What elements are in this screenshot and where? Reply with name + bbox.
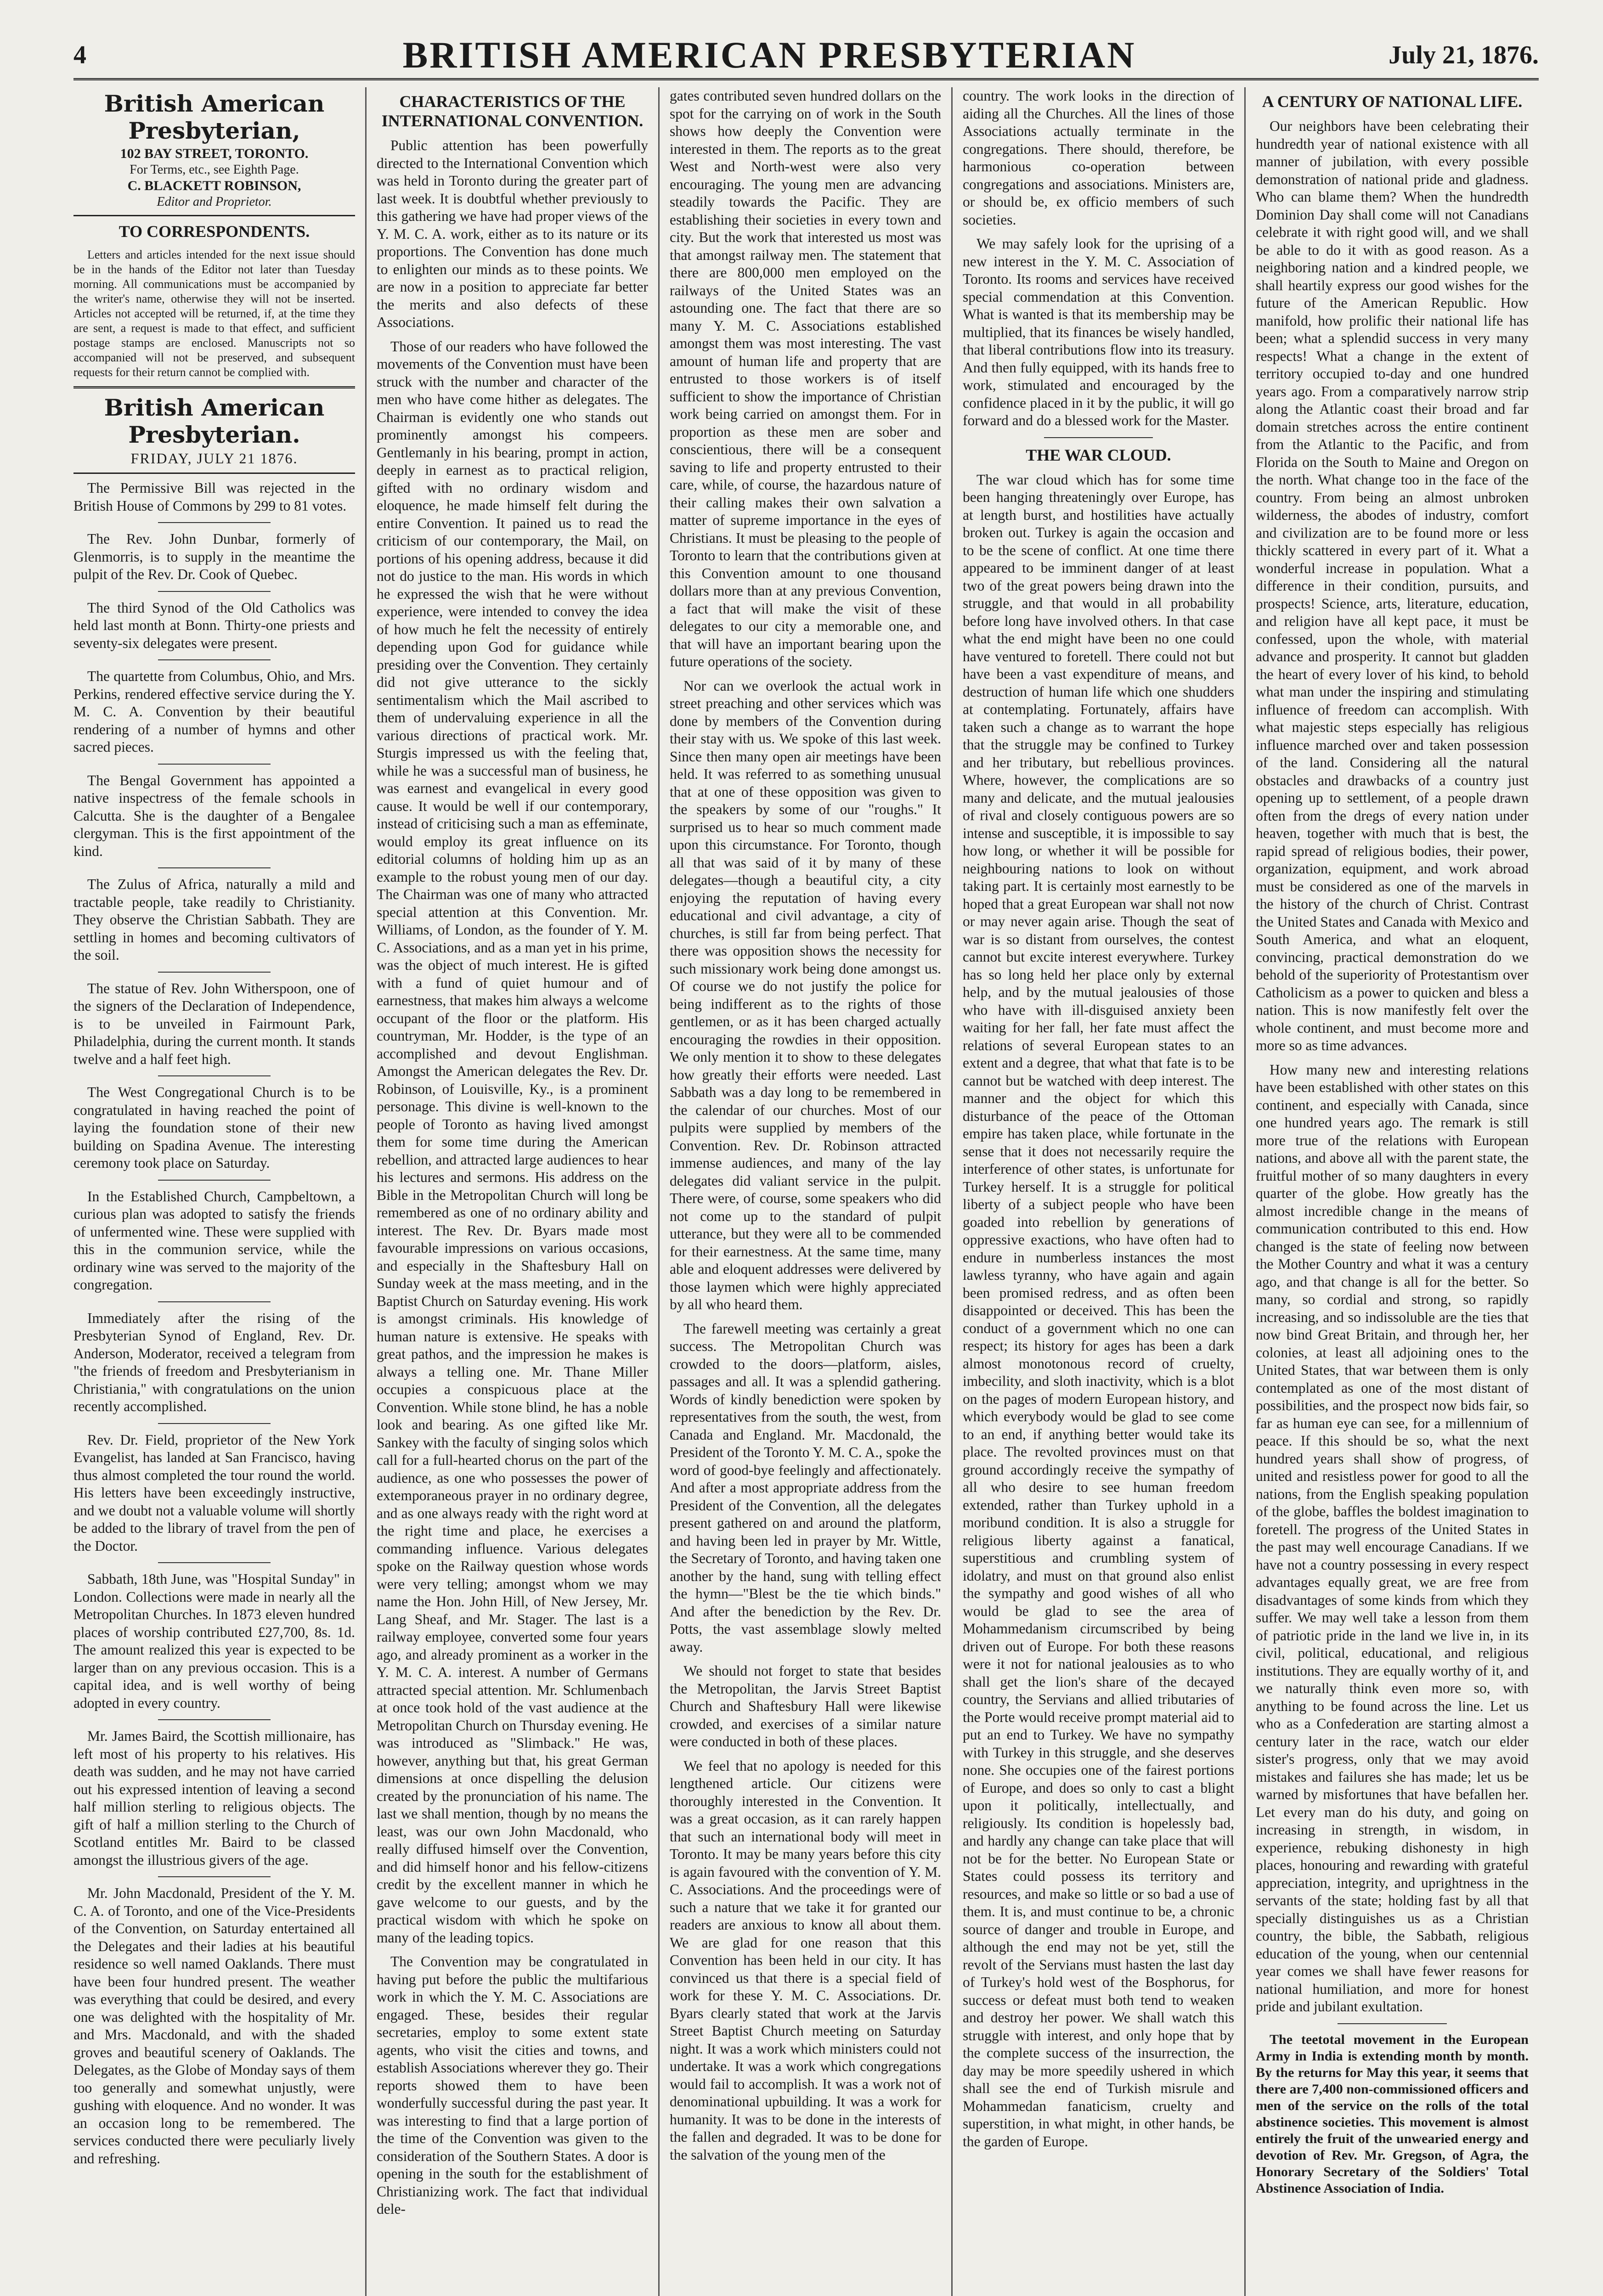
article-paragraph: country. The work looks in the direction of aiding all the Churches. All the lines of those Associations actually terminate in the congregations. There should, therefore, be harmonious co-operation between congregations and associations. Ministers are, or should be, ex officio members of such societies. [963, 88, 1234, 228]
news-item: The Permissive Bill was rejected in the British House of Commons by 299 to 81 votes. [73, 480, 355, 514]
masthead [73, 32, 1539, 80]
column-3 [660, 87, 953, 2296]
news-item: Mr. James Baird, the Scottish millionaire, has left most of his property to his relatives. His death was sudden, and he may not have carried out his expressed intention of leaving a second half million sterling to religious objects. The gift of half a million sterling to the Church of Scotland entitles Mr. Baird to be classed amongst the illustrious givers of the age. [73, 1728, 355, 1868]
columns [73, 87, 1539, 2296]
century-heading: A CENTURY OF NATIONAL LIFE. [1262, 92, 1523, 111]
divider [158, 867, 271, 868]
divider [158, 1180, 271, 1181]
war-cloud-heading: THE WAR CLOUD. [1026, 445, 1171, 464]
column-2 [367, 87, 660, 2296]
page-number: 4 [73, 41, 86, 69]
column-4 [953, 87, 1246, 2296]
divider [158, 1876, 271, 1877]
news-item: Sabbath, 18th June, was "Hospital Sunday" in London. Collections were made in nearly all the Metropolitan Churches. In 1873 eleven hundred places of worship contributed £27,700, 8s. 1d. The amount realized this year is expected to be larger than on any previous occasion. This is a capital idea, and is well worthy of being adopted in every country. [73, 1571, 355, 1711]
article-paragraph: Nor can we overlook the actual work in street preaching and other services which was done by members of the Convention during their stay with us. We spoke of this last week. Since then many open air meetings have been held. It was referred to as something unusual that at one of these opposition was given to the speakers by some of our "roughs." It surprised us to hear so much comment made upon this circumstance. For Toronto, though all that was said of it by many of these delegates—though a beautiful city, a city enjoying the reputation of having every educational and civil advantage, a city of churches, is still far from being perfect. That there was opposition shows the necessity for such missionary work being done amongst us. Of course we do not justify the police for being indifferent as to the rights of those gentlemen, or as it has been charged actually encouraging the rowdies in their opposition. We only mention it to show to these delegates how greatly their efforts were needed. Last Sabbath was a day long to be remembered in the calendar of our churches. Most of our pulpits were supplied by members of the Convention. Rev. Dr. Robinson attracted immense audiences, and many of the lay delegates did valiant service in the pulpit. There were, of course, some speakers who did not come up to the standard of pulpit utterance, but they were all to be commended for their earnestness. At the same time, many able and eloquent addresses were delivered by those laymen which were highly appreciated by all who heard them. [670, 677, 941, 1312]
newspaper-title: BRITISH AMERICAN PRESBYTERIAN [402, 34, 1136, 76]
column-1 [73, 87, 367, 2296]
article-paragraph: How many new and interesting relations have been established with other states on this continent, and especially with Canada, since one hundred years ago. The remark is still more true of the relations with European nations, and above all with the parent state, the fruitful mother of so many daughters in every quarter of the globe. How greatly has the almost incredible change in the means of communication contributed to this end. How changed is the state of feeling now between the Mother Country and what it was a century ago, and that change is all for the better. So many, so cordial and strong, so rapidly increasing, and so indissoluble are the ties that now bind Great Britain, and through her, her colonies, at least all adjoining ones to the United States, that war between them is only contemplated as one of the most distant of possibilities, and the prospect now bids fair, so far as human eye can see, for a millennium of peace. If this should be so, what the next hundred years shall show of progress, of united and resistless power for good to all the nations, from the English speaking population of the globe, baffles the boldest imagination to foretell. The progress of the United States in the past may well encourage Canadians. If we have not a country possessing in every respect advantages equally great, we are free from disadvantages of some kinds from which they suffer. We may well take a lesson from them of patriotic pride in the land we live in, in its civil, political, educational, and religious institutions. They are equally worthy of it, and we naturally think even more so, with anything to be found across the line. Let us who as a Confederation are starting almost a century later in the race, watch our elder sister's progress, only that we may avoid mistakes and failures she has made; let us be warned by misfortunes that have befallen her. Let every man do his duty, and going on increasing in strength, in wisdom, in experience, rebuking dishonesty in high places, honouring and rewarding with grateful appreciation, integrity, and uprightness in the servants of the state; holding fast by all that specially distinguishes us as a Christian country, the bible, the Sabbath, religious education of the young, when our centennial year comes we shall have fewer reasons for national humiliation, and more for honest pride and jubilant exultation. [1256, 1061, 1529, 2015]
news-item: The statue of Rev. John Witherspoon, one of the signers of the Declaration of Independence, is to be unveiled in Fairmount Park, Philadelphia, during the current month. It stands twelve and a half feet high. [73, 980, 355, 1067]
news-item: The Zulus of Africa, naturally a mild and tractable people, take readily to Christianity. They observe the Christian Sabbath. They are settling in homes and becoming cultivators of the soil. [73, 876, 355, 963]
divider [158, 764, 271, 765]
divider [158, 591, 271, 592]
dateline: FRIDAY, JULY 21 1876. [130, 450, 298, 467]
news-item: The Rev. John Dunbar, formerly of Glenmorris, is to supply in the meantime the pulpit of the Rev. Dr. Cook of Quebec. [73, 531, 355, 582]
divider [73, 386, 355, 388]
divider [158, 659, 271, 660]
issue-date: July 21, 1876. [1389, 41, 1539, 69]
paper-address: 102 BAY STREET, TORONTO. [120, 146, 309, 161]
column-5 [1246, 87, 1539, 2296]
divider [158, 1423, 271, 1424]
divider [158, 1075, 271, 1076]
correspondents-text: Letters and articles intended for the next issue should be in the hands of the Editor not later than Tuesday morning. All communications must be accompanied by the writer's name, otherwise they will not be inserted. Articles not accepted will be returned, if, at the time they are sent, a request is made to that effect, and sufficient postage stamps are enclosed. Manuscripts not so accompanied will not be preserved, and subsequent requests for their return cannot be complied with. [73, 248, 355, 379]
divider [158, 522, 271, 523]
divider [73, 473, 355, 474]
article-paragraph: Our neighbors have been celebrating their hundredth year of national existence with all manner of jubilation, with every possible demonstration of national pride and gladness. Who can blame them? When the hundredth Dominion Day shall come will not Canadians celebrate it with right good will, and we shall be able to do it with as good reason. As a neighboring nation and a kindred people, we shall heartily express our good wishes for the future of the American Republic. How manifold, how prolific their national life has been; what a splendid success in very many respects! What a change in the extent of territory occupied to-day and one hundred years ago. From a comparatively narrow strip along the Atlantic coast their broad and far domain stretches across the entire continent from the Atlantic to the Pacific, and from Florida on the South to Maine and Oregon on the north. What change too in the face of the country. From being an almost unbroken wilderness, the abodes of industry, comfort and civilization are to be found more or less thickly scattered in every part of it. What a wonderful increase in population. What a difference in their condition, pursuits, and prospects! Science, arts, literature, education, and religion have all kept pace, it must be confessed, upon the whole, with material advance and prosperity. It cannot but gladden the heart of every lover of his kind, to behold what man under the inspiring and stimulating influence of freedom can accomplish. With what majestic steps especially has religious influence marched over and taken possession of the land. Considering all the natural obstacles and drawbacks of a country just opening up to settlement, of a people drawn often from the dregs of every nation under heaven, together with much that is best, the rapid spread of religious bodies, their power, organization, equipment, and work abroad must be considered as one of the marvels in the history of the church of Christ. Contrast the United States and Canada with Mexico and South America, and what an eloquent, convincing, practical demonstration do we behold of the superiority of Protestantism over Catholicism as a power to quicken and bless a nation. This is now manifestly felt over the whole continent, and must become more and more so as time advances. [1256, 118, 1529, 1053]
article-paragraph: We feel that no apology is needed for this lengthened article. Our citizens were thoroughly interested in the Convention. It was a great occasion, as it can rarely happen that such an international body will meet in Toronto. It may be many years before this city is again favoured with the convention of Y. M. C. Associations. And the proceedings were of such a nature that we take it for granted our readers are anxious to know all about them. We are glad for one reason that this Convention has been held in our city. It has convinced us that there is a special field of work for these Y. M. C. Associations. Dr. Byars clearly stated that work at the Jarvis Street Baptist Church meeting on Saturday night. It was a work which ministers could not undertake. It was a work which congregations would fail to accomplish. It was a work not of denominational upbuilding. It was a work for humanity. It was to be done in the interests of the fallen and degraded. It was to be done for the salvation of the young men of the [670, 1757, 941, 2163]
article-heading: CHARACTERISTICS OF THE INTERNATIONAL CONVENTION. [381, 92, 643, 130]
news-item: The quartette from Columbus, Ohio, and Mrs. Perkins, rendered effective service during the Y. M. C. A. Convention by their beautiful rendering of a number of hymns and other sacred pieces. [73, 668, 355, 755]
editor-role: Editor and Proprietor. [157, 195, 272, 209]
news-item: The third Synod of the Old Catholics was held last month at Bonn. Thirty-one priests and seventy-six delegates were present. [73, 599, 355, 651]
news-item: The West Congregational Church is to be congratulated in having reached the point of laying the foundation stone of their new building on Spadina Avenue. The interesting ceremony took place on Saturday. [73, 1084, 355, 1171]
article-paragraph: We may safely look for the uprising of a new interest in the Y. M. C. Association of Toronto. Its rooms and services have received special commendation at this Convention. What is wanted is that its membership may be multiplied, that its finances be wisely handled, that liberal contributions flow into its treasury. And then fully equipped, with its hands free to work, stimulated and encouraged by the confidence placed in it by the public, it will go forward and do a blessed work for the Master. [963, 236, 1234, 428]
divider [1338, 2023, 1447, 2024]
article-paragraph: gates contributed seven hundred dollars on the spot for the carrying on of work in the South shows how deeply the Convention were interested in them. The reports as to the great West and North-west were also very encouraging. The young men are advancing steadily towards the Pacific. They are establishing their societies in every town and city. But the work that interested us most was that amongst railway men. The statement that there are 800,000 men employed on the railways of the United States was an astounding one. The fact that there are so many Y. M. C. Associations established amongst them was most interesting. The vast amount of human life and property that are entrusted to those workers is of itself sufficient to show the importance of Christian work being carried on amongst them. For in proportion as these men are sober and conscientious, there will be a consequent saving to life and property entrusted to their care, while, of course, the hazardous nature of their calling makes their own salvation a matter of supreme importance in the eyes of Christians. It must be pleasing to the people of Toronto to learn that the contributions given at this Convention amount to one thousand dollars more than at any previous Convention, a fact that will make the visit of these delegates to our city a memorable one, and that will have an important bearing upon the future operations of the society. [670, 88, 941, 670]
article-paragraph: Public attention has been powerfully directed to the International Convention which was held in Toronto during the greater part of last week. It is doubtful whether previously to this gathering we have had proper views of the Y. M. C. A. work, either as to its nature or its proportions. The Convention has done much to enlighten our minds as to these points. We are now in a position to appreciate far better the merits and also defects of these Associations. [377, 137, 648, 330]
news-item: The Bengal Government has appointed a native inspectress of the female schools in Calcutta. She is the daughter of a Bengalee clergyman. This is the first appointment of the kind. [73, 772, 355, 859]
news-item: In the Established Church, Campbeltown, a curious plan was adopted to satisfy the friends of unfermented wine. These were supplied with this in the communion service, while the ordinary wine was served to the majority of the congregation. [73, 1188, 355, 1293]
editor-name: C. BLACKETT ROBINSON, [127, 178, 301, 193]
divider [1044, 437, 1152, 438]
news-item: Mr. John Macdonald, President of the Y. M. C. A. of Toronto, and one of the Vice-Presidents of the Convention, on Saturday entertained all the Delegates and their ladies at his beautiful residence so well named Oaklands. There must have been four hundred present. The weather was everything that could be desired, and every one was delighted with the hospitality of Mr. and Mrs. Macdonald, and with the shaded groves and beautiful scenery of Oaklands. The Delegates, as the Globe of Monday says of them too generally and somewhat unjustly, were gushing with eloquence. And no wonder. It was an occasion long to be remembered. The services conducted there were peculiarly lively and refreshing. [73, 1885, 355, 2167]
terms-note: For Terms, etc., see Eighth Page. [130, 163, 299, 177]
divider [158, 1562, 271, 1563]
news-item: Immediately after the rising of the Presbyterian Synod of England, Rev. Dr. Anderson, Moderator, received a telegram from "the friends of freedom and Presbyterianism in Christiania," with congratulations on the union recently accomplished. [73, 1310, 355, 1414]
divider [158, 972, 271, 973]
paper-nameplate: British American Presbyterian, [104, 90, 325, 144]
news-item: Rev. Dr. Field, proprietor of the New York Evangelist, has landed at San Francisco, having thus almost completed the tour round the world. His letters have been exceedingly instructive, and we doubt not a valuable volume will shortly be added to the library of travel from the pen of the Doctor. [73, 1431, 355, 1554]
article-paragraph: The war cloud which has for some time been hanging threateningly over Europe, has at length burst, and hostilities have actually broken out. Turkey is again the occasion and to be the scene of conflict. At one time there appeared to be imminent danger of at least two of the great powers being drawn into the struggle, and that would in all probability before long have involved others. In that case what the end might have been no one could have ventured to foretell. There could not but have been a vast expenditure of means, and destruction of human life which one shudders at contemplating. Fortunately, affairs have taken such a change as to warrant the hope that the struggle may be confined to Turkey and her tributary, but rebellious provinces. Where, however, the complications are so many and delicate, and the mutual jealousies of rival and closely contiguous powers are so intense and susceptible, it is impossible to say how long, or whether it will be possible for neighbouring nations to look on without taking part. It is certainly most earnestly to be hoped that a great European war shall not now or may never again arise. Though the seat of war is so distant from ourselves, the contest cannot but excite interest everywhere. Turkey has so long held her place only by external help, and by the mutual jealousies of those who have with ill-disguised anxiety been waiting for her fall, her fate must affect the relations of several European states to an extent and a degree, that what that fate is to be cannot but be watched with deep interest. The manner and the object for which this disturbance of the peace of the Ottoman empire has taken place, while fortunate in the sense that it does not necessarily require the interference of other states, is unfortunate for Turkey herself. It is a struggle for political liberty of a subject people who have been goaded into rebellion by generations of oppressive exactions, who have often had to endure in numberless instances the most lawless tyranny, who have again and again been promised redress, and as often been disappointed or deceived. This has been the conduct of a government which no one can respect; its history for ages has been a dark almost monotonous record of cruelty, imbecility, and sloth inactivity, which is a blot on the pages of modern European history, and which everybody would be glad to see come to an end, if anything better would take its place. The revolted provinces must on that ground accordingly receive the sympathy of all who desire to see human freedom extended, rather than Turkey uphold in a moribund condition. It is also a struggle for religious liberty against a fanatical, superstitious and crumbling system of idolatry, and must on that ground also enlist the sympathy and good wishes of all who would be glad to see the area of Mohammedanism circumscribed by being driven out of Europe. For both these reasons were it not for national jealousies as to who shall get the lion's share of the decayed country, the Servians and allied tributaries of the Porte would receive prompt material aid to put an end to Turkey. We have no sympathy with Turkey in this struggle, and she deserves none. She occupies one of the fairest portions of Europe, and does so only to cast a blight upon it politically, intellectually, and religiously. Its condition is hopelessly bad, and hardly any change can take place that will not be for the better. No European State or States could possess its territory and resources, and make so little or so bad a use of them. It is, and must continue to be, a chronic source of danger and trouble in Europe, and although the end may not be yet, still the revolt of the Servians must hasten the last day of Turkey's hold west of the Bosphorus, for success or defeat must both tend to weaken and destroy her power. We shall watch this struggle with interest, and only hope that by the complete success of the insurrection, the day may be more speedily ushered in which shall see the end of Turkish misrule and Mohammedan fanaticism, cruelty and superstition, in what might, in other hands, be the garden of Europe. [963, 471, 1234, 2150]
correspondents-heading: TO CORRESPONDENTS. [119, 222, 310, 241]
article-paragraph: The farewell meeting was certainly a great success. The Metropolitan Church was crowded to the doors—platform, aisles, passages and all. It was a splendid gathering. Words of kindly benediction were spoken by representatives from the south, the west, from Canada and England. Mr. Macdonald, the President of the Toronto Y. M. C. A., spoke the word of good-bye feelingly and affectionately. And after a most appropriate address from the President of the Convention, all the delegates present gathered on and around the platform, and having been led in prayer by Mr. Wittle, the Secretary of Toronto, and having taken one another by the hand, sung with telling effect the hymn—"Blest be the tie which binds." And after the benediction by the Rev. Dr. Potts, the vast assemblage slowly melted away. [670, 1320, 941, 1655]
teetotal-note: The teetotal movement in the European Army in India is extending month by month. By the returns for May this year, it seems that there are 7,400 non-commissioned officers and men of the service on the rolls of the total abstinence societies. This movement is almost entirely the fruit of the unwearied energy and devotion of Rev. Mr. Gregson, of Agra, the Honorary Secretary of the Soldiers' Total Abstinence Association of India. [1256, 2032, 1529, 2196]
divider [158, 1719, 271, 1720]
article-paragraph: We should not forget to state that besides the Metropolitan, the Jarvis Street Baptist Church and Shaftesbury Hall were likewise crowded, and exercises of a similar nature were conducted in both of these places. [670, 1663, 941, 1750]
paper-nameplate-2: British American Presbyterian. [104, 394, 325, 448]
divider [73, 215, 355, 216]
article-paragraph: Those of our readers who have followed the movements of the Convention must have been struck with the number and character of the men who have come hither as delegates. The Chairman is evidently one who stands out prominently amongst his compeers. Gentlemanly in his bearing, prompt in action, deeply in earnest as to practical religion, gifted with no ordinary wisdom and eloquence, he made himself felt during the entire Convention. It pained us to read the criticism of our contemporary, the Mail, on portions of his opening address, because it did not do justice to the man. His words in which he expressed the wish that he were without experience, were intended to convey the idea of how much he felt the necessity of entirely depending upon God for guidance while presiding over the Convention. They certainly did not give utterance to the sickly sentimentalism which the Mail ascribed to them of undervaluing experience in all the various directions of practical work. Mr. Sturgis impressed us with the feeling that, while he was a successful man of business, he was earnest and evangelical in every good cause. It would be well if our contemporary, instead of criticising such a man as effeminate, would employ its great influence on its editorial columns of holding him up as an example to the robust young men of our day. The Chairman was one of many who attracted special attention at this Convention. Mr. Williams, of London, as the founder of Y. M. C. Associations, and as a man yet in his prime, was the object of much interest. He is gifted with a fund of quiet humour and of earnestness, that makes him always a welcome occupant of the floor or the platform. His countryman, Mr. Hodder, is the type of an accomplished and devout Englishman. Amongst the American delegates the Rev. Dr. Robinson, of Louisville, Ky., is a prominent personage. This divine is well-known to the people of Toronto as having lived amongst them for some time during the American rebellion, and attracted large audiences to hear his lectures and sermons. His address on the Bible in the Metropolitan Church will long be remembered as one of no ordinary ability and interest. The Rev. Dr. Byars made most favourable impressions on various occasions, and especially in the Shaftesbury Hall on Sunday week at the mass meeting, and in the Baptist Church on Saturday evening. His work is amongst criminals. His knowledge of human nature is extensive. He speaks with great pathos, and the impression he makes is always a telling one. Mr. Thane Miller occupies a conspicuous place at the Convention. While stone blind, he has a noble look and bearing. As one gifted like Mr. Sankey with the faculty of singing solos which call for a full-hearted chorus on the part of the audience, as one who possesses the power of extemporaneous prayer in no ordinary degree, and as one always ready with the right word at the right time and place, he exercises a commanding influence. Various delegates spoke on the Railway question whose words were very telling; amongst whom we may name the Hon. John Hill, of New Jersey, Mr. Lang Sheaf, and Mr. Stager. The last is a railway employee, converted some four years ago, and already prominent as a worker in the Y. M. C. A. interest. A number of Germans attracted special attention. Mr. Schlumenbach at once took hold of the vast audience at the Metropolitan Church on Thursday evening. He was introduced as "Slimback." He was, however, anything but that, his great German dimensions at once dispelling the delusion created by the pronunciation of his name. The last we shall mention, though by no means the least, was our own John Macdonald, who really diffused himself over the Convention, and did himself honor and his fellow-citizens credit by the excellent manner in which he gave welcome to our guests, and by the practical wisdom with which he spoke on many of the leading topics. [377, 338, 648, 1946]
article-paragraph: The Convention may be congratulated in having put before the public the multifarious work in which the Y. M. C. Associations are engaged. These, besides their regular secretaries, employ to some extent state agents, who visit the cities and towns, and establish Associations wherever they go. Their reports showed them to have been wonderfully successful during the past year. It was interesting to find that a large portion of the time of the Convention was given to the consideration of the Southern States. A door is opening in the south for the establishment of Christianizing work. The fact that individual dele- [377, 1953, 648, 2217]
divider [158, 1301, 271, 1302]
